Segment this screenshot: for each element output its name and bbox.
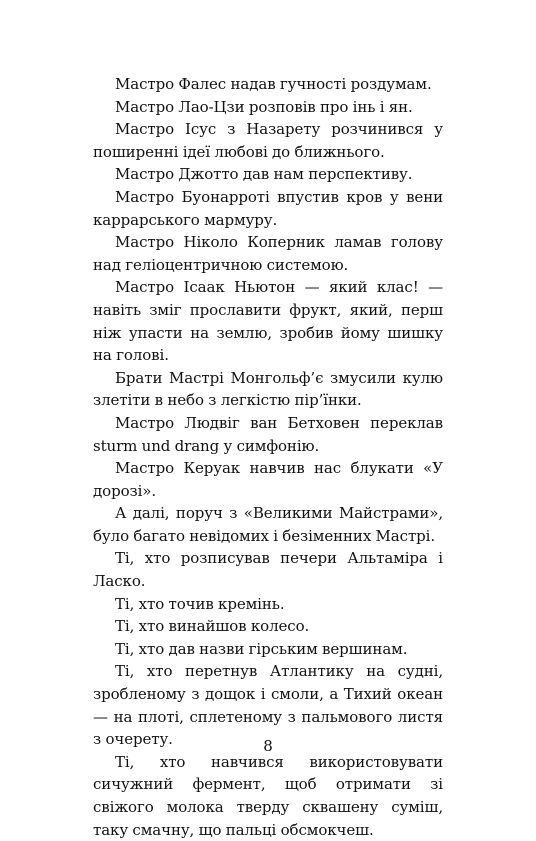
- page-number: 8: [263, 737, 273, 755]
- page-body: [93, 73, 443, 841]
- paragraph-9: Мастро Людвіг ван Бетховен переклав sturm und drang у симфонію.: [93, 413, 443, 455]
- paragraph-5: Мастро Буонарроті впустив кров у вени каррарського мармуру.: [93, 187, 443, 229]
- paragraph-16: Ті, хто перетнув Атлантику на судні, зробленому з дощок і смоли, а Тихий океан — на плоті, сплетеному з пальмового листя з очерету.: [93, 662, 443, 749]
- paragraph-4: Мастро Джотто дав нам перспективу.: [115, 165, 413, 184]
- paragraph-7: Мастро Ісаак Ньютон — який клас! — навіть зміг прославити фрукт, який, перш ніж упасти на землю, зробив йому шишку на голові.: [93, 278, 443, 365]
- paragraph-15: Ті, хто дав назви гірським вершинам.: [115, 639, 408, 658]
- paragraph-12: Ті, хто розписував печери Альтаміра і Ласко.: [93, 549, 443, 591]
- paragraph-1: Мастро Фалес надав гучності роздумам.: [115, 75, 432, 93]
- paragraph-13: Ті, хто точив кремінь.: [115, 594, 285, 613]
- paragraph-6: Мастро Ніколо Коперник ламав голову над геліоцентричною системою.: [93, 233, 443, 274]
- paragraph-2: Мастро Лао-Цзи розповів про інь і ян.: [115, 97, 413, 116]
- paragraph-3: Мастро Ісус з Назарету розчинився у поширенні ідеї любові до ближнього.: [93, 120, 443, 161]
- paragraph-11: А далі, поруч з «Великими Майстрами», було багато невідомих і безіменних Мастрі.: [93, 504, 443, 545]
- paragraph-8: Брати Мастрі Монгольф’є змусили кулю злетіти в небо з легкістю пір’їнки.: [93, 368, 443, 410]
- paragraph-10: Мастро Керуак навчив нас блукати «У дорозі».: [93, 459, 443, 500]
- paragraph-14: Ті, хто винайшов колесо.: [115, 617, 310, 636]
- paragraph-17: Ті, хто навчився використовувати сичужний фермент, щоб отримати зі свіжого молока тверду сквашену суміш, таку смачну, що пальці обсмокчеш.: [93, 752, 443, 839]
